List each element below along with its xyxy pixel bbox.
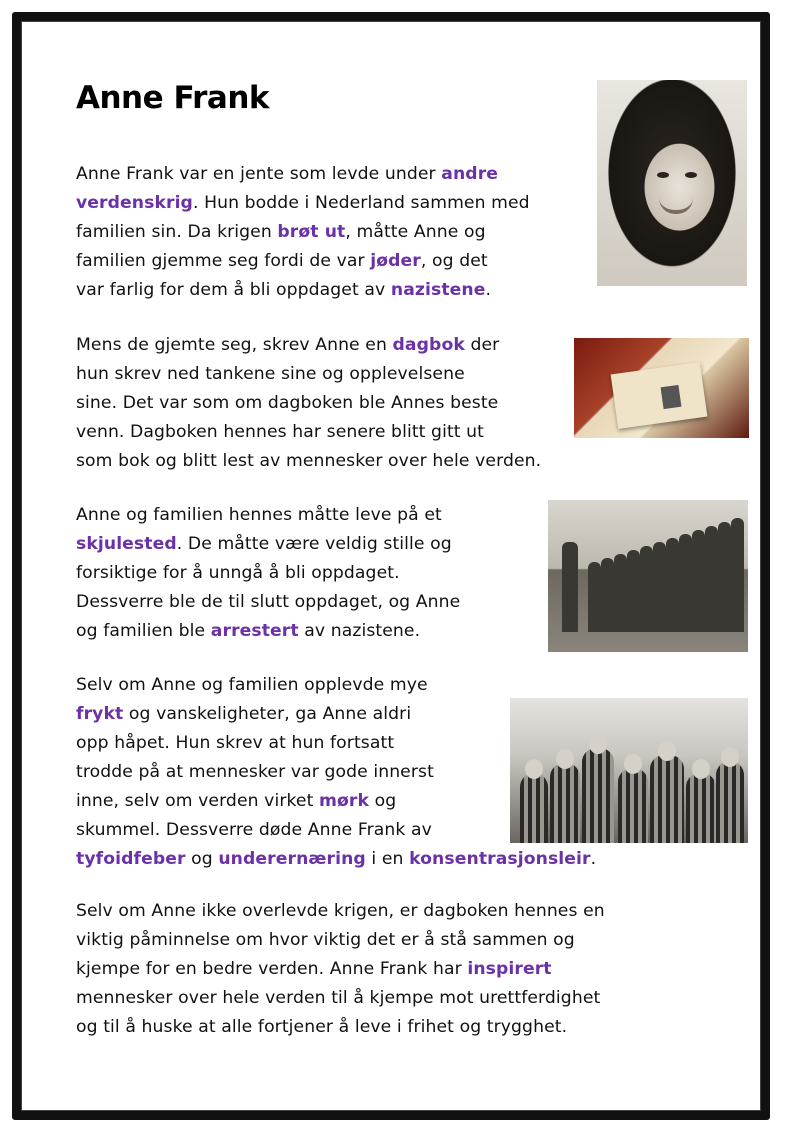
text-segment: Selv om Anne og familien opplevde mye <box>76 675 428 695</box>
text-line <box>76 926 605 955</box>
child-figure <box>716 761 744 843</box>
text-segment: . <box>485 280 492 300</box>
text-line <box>76 418 541 447</box>
text-segment: der <box>464 335 500 355</box>
text-line <box>76 559 460 588</box>
portrait-eye-left <box>657 172 669 178</box>
soldier-figure <box>679 534 692 632</box>
keyword: jøder <box>370 251 421 271</box>
soldier-figure <box>627 550 640 632</box>
page-title: Anne Frank <box>76 80 270 116</box>
text-line <box>76 447 541 476</box>
text-segment: Mens de gjemte seg, skrev Anne en <box>76 335 393 355</box>
anne-frank-portrait-photo <box>597 80 747 286</box>
text-line <box>76 700 596 729</box>
keyword: dagbok <box>392 335 465 355</box>
soldier-figure <box>653 542 666 632</box>
keyword: brøt ut <box>277 222 346 242</box>
child-face <box>624 754 642 774</box>
keyword: konsentrasjonsleir <box>409 849 591 869</box>
text-segment: skummel. Dessverre døde Anne Frank av <box>76 820 432 840</box>
keyword: verdenskrig <box>76 193 193 213</box>
text-line <box>76 360 541 389</box>
paragraph-2 <box>76 331 541 476</box>
text-segment: familien sin. Da krigen <box>76 222 278 242</box>
text-segment: og <box>369 791 397 811</box>
text-line <box>76 617 460 646</box>
text-segment: av nazistene. <box>298 621 421 641</box>
text-segment: Dessverre ble de til slutt oppdaget, og Anne <box>76 592 461 612</box>
text-line <box>76 984 605 1013</box>
text-line <box>76 218 530 247</box>
text-segment: viktig påminnelse om hvor viktig det er å stå sammen og <box>76 930 575 950</box>
text-line <box>76 758 596 787</box>
soldier-figure <box>705 526 718 632</box>
paragraph-3 <box>76 501 460 646</box>
text-segment: . <box>590 849 597 869</box>
child-face <box>692 759 710 779</box>
text-segment: mennesker over hele verden til å kjempe mot urettferdighet <box>76 988 601 1008</box>
text-line <box>76 816 596 845</box>
text-line <box>76 530 460 559</box>
text-segment: Selv om Anne ikke overlevde krigen, er dagboken hennes en <box>76 901 605 921</box>
text-segment: og vanskeligheter, ga Anne aldri <box>123 704 412 724</box>
soldier-figure <box>666 538 679 632</box>
text-line <box>76 671 596 700</box>
keyword: skjulested <box>76 534 177 554</box>
keyword: inspirert <box>467 959 552 979</box>
text-segment: og til å huske at alle fortjener å leve i frihet og trygghet. <box>76 1017 568 1037</box>
text-line <box>76 331 541 360</box>
text-segment: i en <box>365 849 410 869</box>
keyword: frykt <box>76 704 124 724</box>
text-line <box>76 160 530 189</box>
portrait-smile <box>659 198 693 214</box>
text-line <box>76 787 596 816</box>
diary-page <box>611 362 708 429</box>
text-line <box>76 845 596 874</box>
soldier-figure <box>614 554 627 632</box>
keyword: tyfoidfeber <box>76 849 186 869</box>
soldier-figure <box>588 562 601 632</box>
text-segment: opp håpet. Hun skrev at hun fortsatt <box>76 733 395 753</box>
soldier-figure <box>718 522 731 632</box>
paragraph-1 <box>76 160 530 305</box>
text-segment: som bok og blitt lest av mennesker over hele verden. <box>76 451 542 471</box>
soldiers-photo <box>548 500 748 652</box>
text-segment: trodde på at mennesker var gode innerst <box>76 762 434 782</box>
text-segment: kjempe for en bedre verden. Anne Frank har <box>76 959 468 979</box>
diary-picture <box>661 385 682 409</box>
text-segment: var farlig for dem å bli oppdaget av <box>76 280 391 300</box>
text-line <box>76 729 596 758</box>
text-line <box>76 276 530 305</box>
soldier-figure <box>640 546 653 632</box>
keyword: underernæring <box>218 849 366 869</box>
text-line <box>76 247 530 276</box>
officer-figure <box>562 542 578 632</box>
text-segment: venn. Dagboken hennes har senere blitt gitt ut <box>76 422 485 442</box>
child-figure <box>650 755 684 843</box>
keyword: arrestert <box>210 621 299 641</box>
text-segment: og <box>185 849 219 869</box>
text-line <box>76 501 460 530</box>
text-segment: forsiktige for å unngå å bli oppdaget. <box>76 563 400 583</box>
paragraph-4 <box>76 671 596 874</box>
text-segment: , måtte Anne og <box>345 222 486 242</box>
text-line <box>76 389 541 418</box>
text-segment: og familien ble <box>76 621 211 641</box>
child-face <box>658 741 676 761</box>
text-segment: sine. Det var som om dagboken ble Annes beste <box>76 393 499 413</box>
text-line <box>76 1013 605 1042</box>
text-segment: , og det <box>420 251 488 271</box>
soldier-figure <box>731 518 744 632</box>
paragraph-5 <box>76 897 605 1042</box>
text-segment: . De måtte være veldig stille og <box>176 534 452 554</box>
text-line <box>76 955 605 984</box>
diary-photo <box>574 338 749 438</box>
text-segment: familien gjemme seg fordi de var <box>76 251 371 271</box>
text-line <box>76 588 460 617</box>
text-segment: Anne Frank var en jente som levde under <box>76 164 442 184</box>
text-line <box>76 897 605 926</box>
portrait-eye-right <box>685 172 697 178</box>
keyword: andre <box>441 164 499 184</box>
child-figure <box>618 768 648 843</box>
child-figure <box>686 773 716 843</box>
soldier-figure <box>692 530 705 632</box>
text-line <box>76 189 530 218</box>
child-face <box>721 747 739 767</box>
text-segment: . Hun bodde i Nederland sammen med <box>192 193 530 213</box>
keyword: nazistene <box>390 280 486 300</box>
soldier-figure <box>601 558 614 632</box>
text-segment: inne, selv om verden virket <box>76 791 320 811</box>
keyword: mørk <box>319 791 370 811</box>
text-segment: Anne og familien hennes måtte leve på et <box>76 505 442 525</box>
text-segment: hun skrev ned tankene sine og opplevelsene <box>76 364 465 384</box>
